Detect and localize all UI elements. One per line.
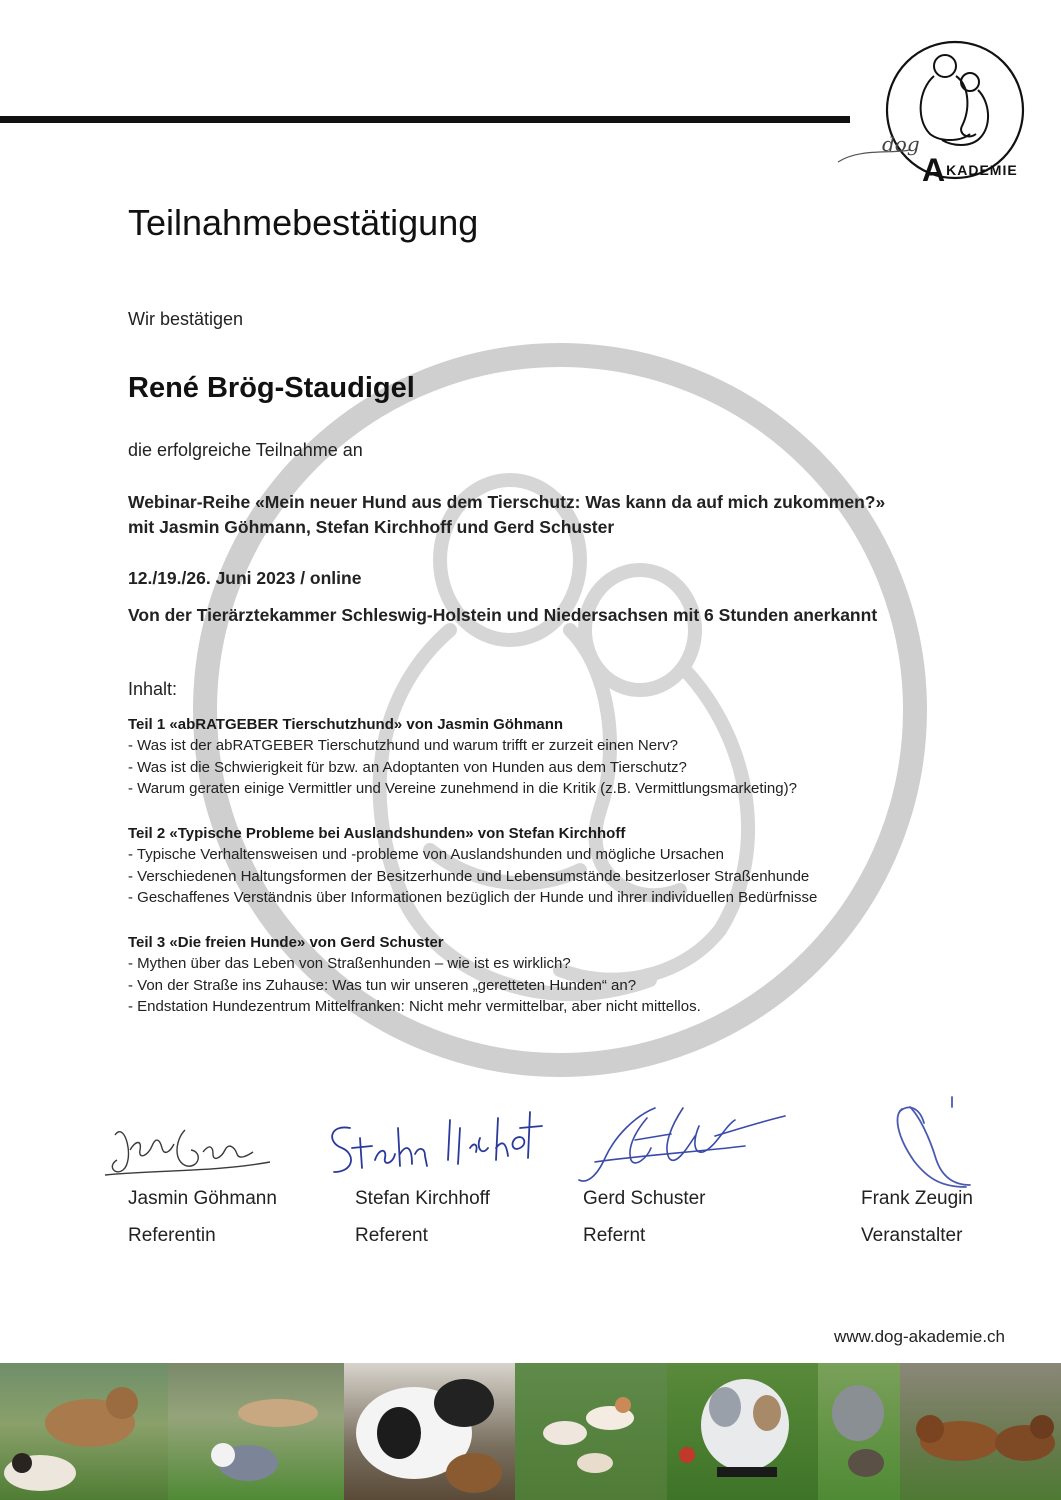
website-link[interactable]: www.dog-akademie.ch [833, 1327, 1005, 1346]
logo-akademie-initial: A [922, 152, 947, 188]
course-date: 12./19./26. Juni 2023 / online [128, 568, 362, 588]
header-rule [0, 116, 850, 123]
signature-frank-zeugin [880, 1095, 980, 1190]
signature-gerd-schuster [575, 1096, 795, 1191]
dog-photo-strip [0, 1363, 1061, 1500]
list-item: - Warum geraten einige Vermittler und Vereine zunehmend in die Kritik (z.B. Vermittlungsmarketing)? [128, 780, 797, 797]
intro-text: Wir bestätigen [128, 309, 244, 329]
list-item: - Mythen über das Leben von Straßenhunden – wie ist es wirklich? [128, 955, 571, 972]
dog-photo-3 [344, 1363, 515, 1500]
content-part-3 [128, 932, 1008, 1018]
signature-jasmin-goehmann [95, 1100, 285, 1190]
list-item: - Verschiedenen Haltungsformen der Besitzerhunde und Lebensumstände besitzerloser Straßenhunde [128, 867, 810, 885]
signature-block-1 [128, 1188, 277, 1247]
signatory-role: Referent [355, 1225, 428, 1246]
signatory-name: Jasmin Göhmann [128, 1188, 277, 1209]
list-item: - Von der Straße ins Zuhause: Was tun wir unseren „geretteten Hunden“ an? [128, 976, 637, 994]
list-item: - Was ist die Schwierigkeit für bzw. an Adoptanten von Hunden aus dem Tierschutz? [128, 758, 687, 776]
list-item: - Endstation Hundezentrum Mittelfranken: Nicht mehr vermittelbar, aber nicht mittellos. [128, 998, 701, 1015]
list-item: - Geschaffenes Verständnis über Informationen bezüglich der Hunde und ihrer individuellen Bedürfnisse [128, 889, 818, 906]
dog-photo-4 [515, 1363, 667, 1500]
signatory-name: Stefan Kirchhoff [355, 1188, 490, 1209]
dog-photo-2 [168, 1363, 344, 1500]
content-part-2 [128, 823, 1008, 909]
content-label: Inhalt: [128, 679, 178, 699]
course-title: Webinar-Reihe «Mein neuer Hund aus dem Tierschutz: Was kann da auf mich zukommen?» [128, 492, 886, 512]
logo-akademie-rest: KADEMIE [946, 162, 1018, 178]
signatory-role: Veranstalter [861, 1225, 963, 1246]
intro-text-2: die erfolgreiche Teilnahme an [128, 440, 363, 460]
dog-photo-5 [667, 1363, 818, 1500]
signatory-role: Referentin [128, 1225, 216, 1246]
dog-photo-6 [818, 1363, 900, 1500]
logo-dog-text: dog [882, 132, 920, 156]
part-title: Teil 3 «Die freien Hunde» von Gerd Schuster [128, 934, 444, 951]
participant-name: René Brög-Staudigel [128, 372, 415, 404]
course-accreditation: Von der Tierärztekammer Schleswig-Holstein und Niedersachsen mit 6 Stunden anerkannt [128, 605, 878, 625]
list-item: - Typische Verhaltensweisen und -probleme von Auslandshunden und mögliche Ursachen [128, 846, 724, 863]
part-title: Teil 1 «abRATGEBER Tierschutzhund» von Jasmin Göhmann [128, 716, 564, 733]
signatory-name: Frank Zeugin [861, 1188, 973, 1209]
list-item: - Was ist der abRATGEBER Tierschutzhund und warum trifft er zurzeit einen Nerv? [128, 737, 678, 754]
dog-photo-1 [0, 1363, 168, 1500]
signature-block-4 [861, 1188, 973, 1247]
signature-stefan-kirchhoff [320, 1098, 550, 1183]
page-title: Teilnahmebestätigung [128, 202, 479, 243]
part-title: Teil 2 «Typische Probleme bei Auslandshunden» von Stefan Kirchhoff [128, 825, 626, 842]
logo-akademie-text [922, 154, 1018, 186]
signatory-name: Gerd Schuster [583, 1188, 706, 1209]
signature-block-3 [583, 1188, 706, 1247]
dog-akademie-logo [830, 30, 1030, 190]
signatory-role: Refernt [583, 1225, 646, 1246]
course-speakers: mit Jasmin Göhmann, Stefan Kirchhoff und Gerd Schuster [128, 517, 615, 537]
dog-photo-7 [900, 1363, 1061, 1500]
content-part-1 [128, 714, 1008, 800]
signature-block-2 [355, 1188, 490, 1247]
